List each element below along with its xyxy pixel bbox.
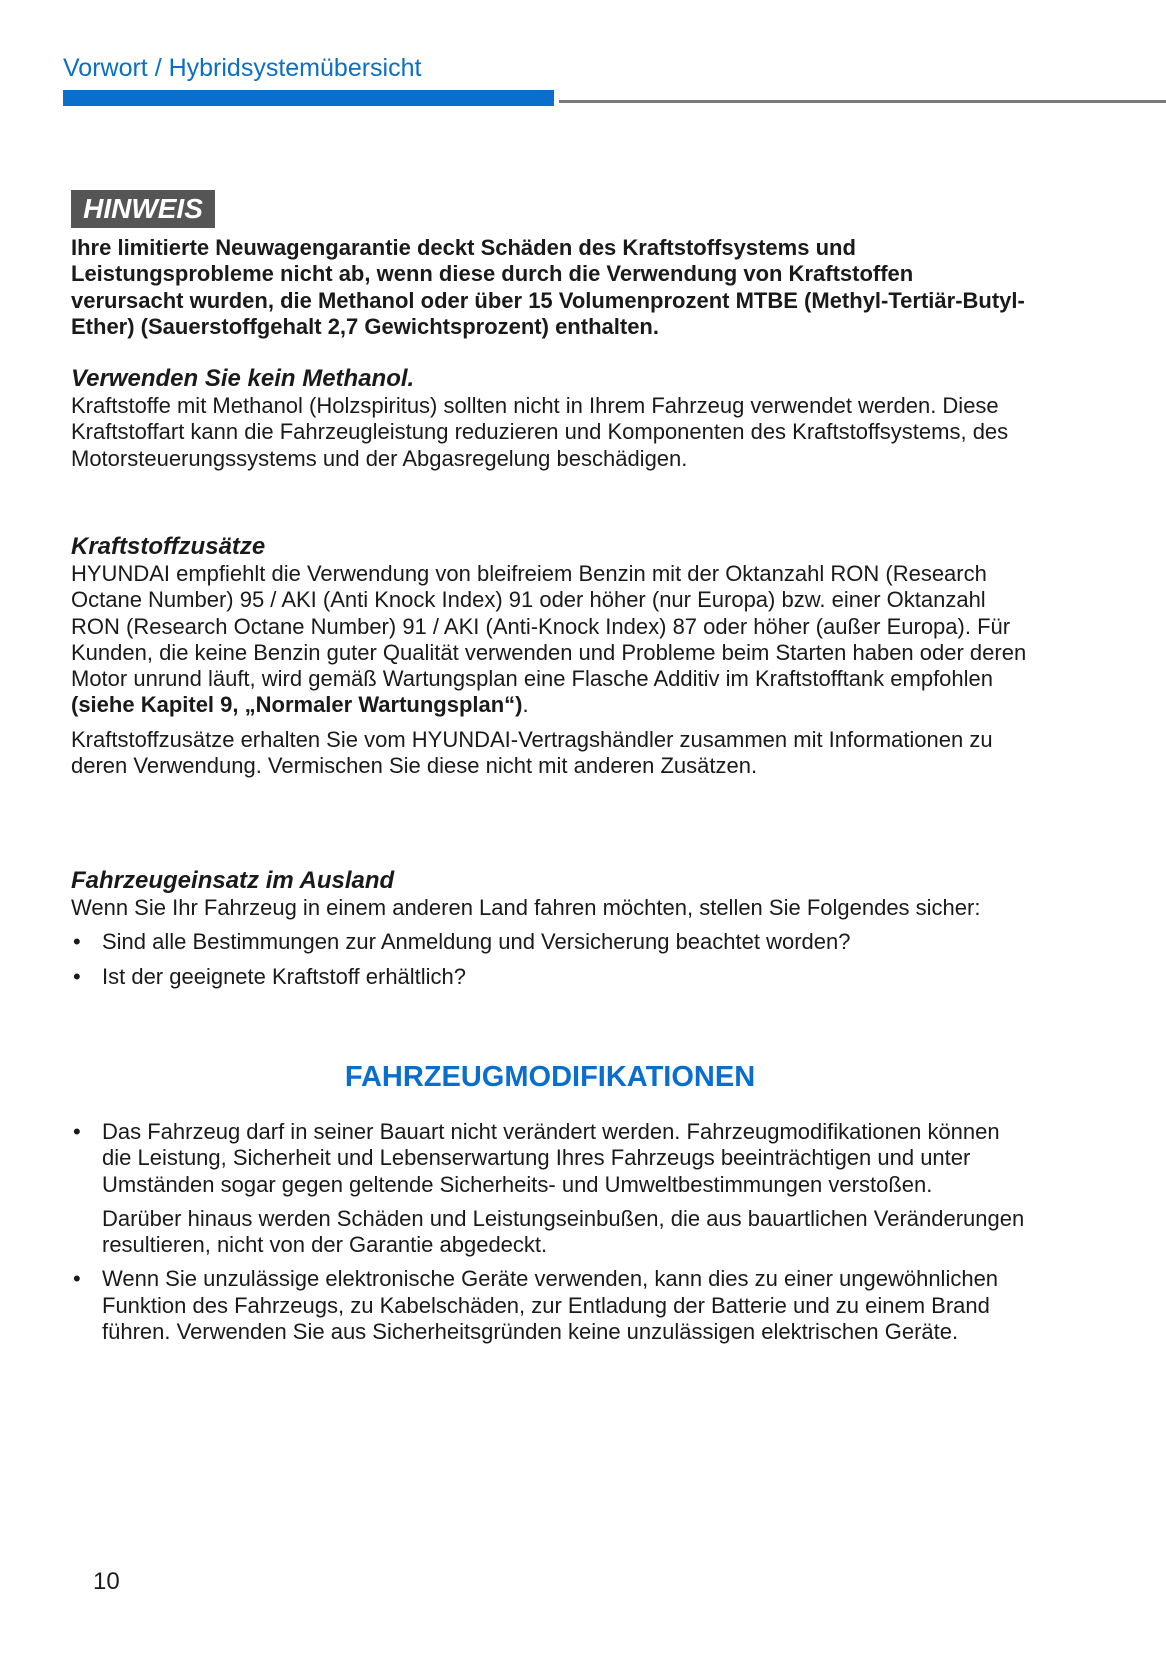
section-methanol bbox=[71, 365, 1031, 472]
section-title: Kraftstoffzusätze bbox=[71, 533, 266, 560]
header-divider bbox=[559, 100, 1166, 103]
paragraph: Kraftstoffe mit Methanol (Holzspiritus) sollten nicht in Ihrem Fahrzeug verwendet werden. Diese Kraftstoffart kann die Fahrzeugleistung reduzieren und Komponenten des Kraftstoffsystems, des Motorsteuerungssystems und der Abgasregelung beschädigen. bbox=[71, 393, 1009, 471]
chapter-reference: (siehe Kapitel 9, „Normaler Wartungsplan“) bbox=[71, 692, 523, 718]
section-abroad bbox=[71, 867, 1031, 990]
section-title: Verwenden Sie kein Methanol. bbox=[71, 365, 415, 392]
paragraph: Kraftstoffzusätze erhalten Sie vom HYUNDAI-Vertragshändler zusammen mit Informationen zu deren Verwendung. Vermischen Sie diese nicht mit anderen Zusätzen. bbox=[71, 726, 993, 779]
list-item: • Das Fahrzeug darf in seiner Bauart nicht verändert werden. Fahrzeugmodifikationen können die Leistung, Sicherheit und Lebenserwartung Ihres Fahrzeugs beeinträchtigen und unter Umständen sogar gegen geltende Sicherheits- und Umweltbestimmungen verstoßen. bbox=[71, 1119, 1031, 1198]
section-heading: FAHRZEUGMODIFIKATIONEN bbox=[344, 1061, 756, 1093]
section-title: Fahrzeugeinsatz im Ausland bbox=[71, 867, 395, 894]
section-modifications bbox=[71, 1119, 1031, 1345]
notice-label: HINWEIS bbox=[71, 190, 215, 228]
list-item: • Ist der geeignete Kraftstoff erhältlich? bbox=[71, 964, 1031, 990]
list-item-continuation: Darüber hinaus werden Schäden und Leistungseinbußen, die aus bauartlichen Veränderungen resultieren, nicht von der Garantie abgedeckt. bbox=[102, 1205, 1025, 1258]
paragraph bbox=[71, 561, 1031, 719]
list-item: • Sind alle Bestimmungen zur Anmeldung und Versicherung beachtet worden? bbox=[71, 929, 1031, 955]
breadcrumb: Vorwort / Hybridsystemübersicht bbox=[63, 54, 422, 82]
section-additives bbox=[71, 533, 1031, 779]
notice-text: Ihre limitierte Neuwagengarantie deckt Schäden des Kraftstoffsystems und Leistungsprobleme nicht ab, wenn diese durch die Verwendung von Kraftstoffen verursacht wurden, die Methanol oder über 15 Volumenprozent MTBE (Methyl-Tertiär-Butyl-Ether) (Sauerstoffgehalt 2,7 Gewichtsprozent) enthalten. bbox=[71, 235, 1025, 339]
paragraph-end: . bbox=[522, 692, 529, 718]
paragraph-text: HYUNDAI empfiehlt die Verwendung von bleifreiem Benzin mit der Oktanzahl RON (Research Octane Number) 95 / AKI (Anti Knock Index) 91 oder höher (nur Europa) bzw. einer Oktanzahl RON (Research Octane Number) 91 / AKI (Anti-Knock Index) 87 oder höher (außer Europa). Für Kunden, die keine Benzin guter Qualität verwenden und Probleme beim Starten haben oder deren Motor unrund läuft, wird gemäß Wartungsplan eine Flasche Additiv im Kraftstofftank empfohlen bbox=[71, 561, 1027, 692]
header-accent-bar bbox=[63, 90, 554, 106]
paragraph: Wenn Sie Ihr Fahrzeug in einem anderen Land fahren möchten, stellen Sie Folgendes sicher: bbox=[71, 895, 981, 920]
list-item: • Wenn Sie unzulässige elektronische Geräte verwenden, kann dies zu einer ungewöhnlichen Funktion des Fahrzeugs, zu Kabelschäden, zur Entladung der Batterie und zu einem Brand führen. Verwenden Sie aus Sicherheitsgründen keine unzulässigen elektrischen Geräte. bbox=[71, 1266, 1031, 1345]
page-number: 10 bbox=[93, 1568, 120, 1595]
